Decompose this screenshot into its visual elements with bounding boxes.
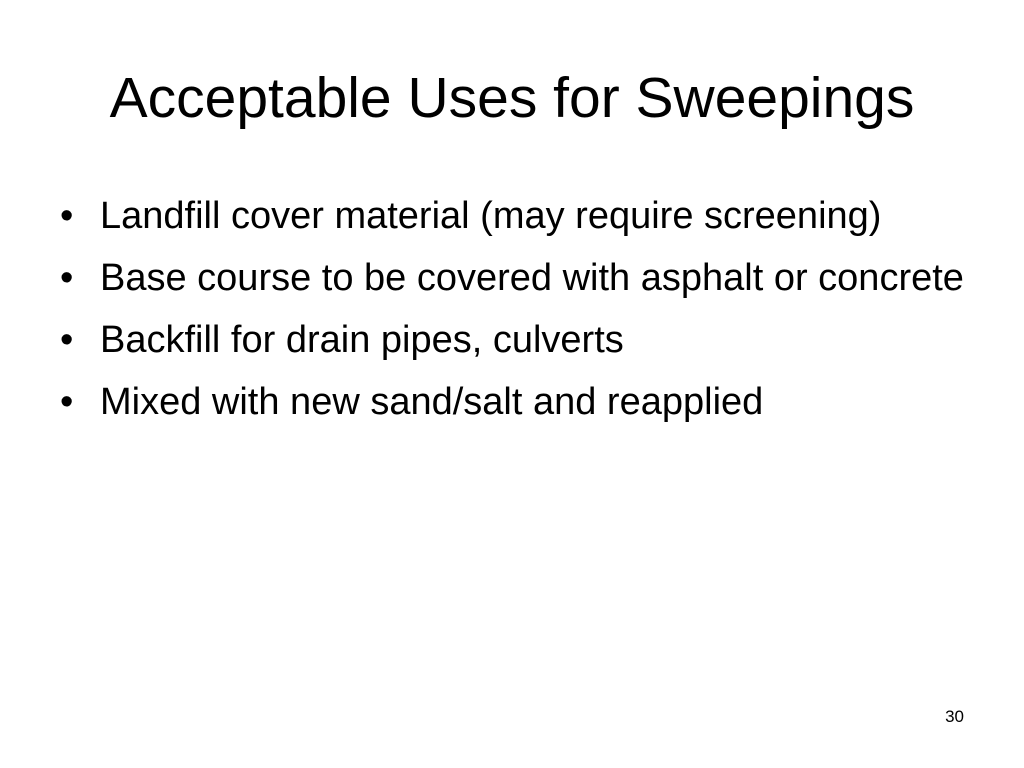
bullet-marker: • (60, 319, 74, 361)
bullet-text: Mixed with new sand/salt and reapplied (100, 381, 764, 423)
bullet-item-base-course (56, 250, 976, 306)
bullet-item-mixed-reapplied (56, 374, 976, 430)
bullet-marker: • (60, 195, 74, 237)
slide-number: 30 (945, 707, 964, 726)
slide-title: Acceptable Uses for Sweepings (109, 66, 915, 130)
bullet-text: Backfill for drain pipes, culverts (100, 319, 624, 361)
bullet-marker: • (60, 381, 74, 423)
bullet-text: Base course to be covered with asphalt or concrete (100, 257, 964, 299)
bullet-marker: • (60, 257, 74, 299)
bullet-item-backfill (56, 312, 976, 368)
bullet-item-landfill-cover (56, 188, 976, 244)
bullet-text: Landfill cover material (may require screening) (100, 195, 882, 237)
bullet-list (56, 188, 976, 436)
